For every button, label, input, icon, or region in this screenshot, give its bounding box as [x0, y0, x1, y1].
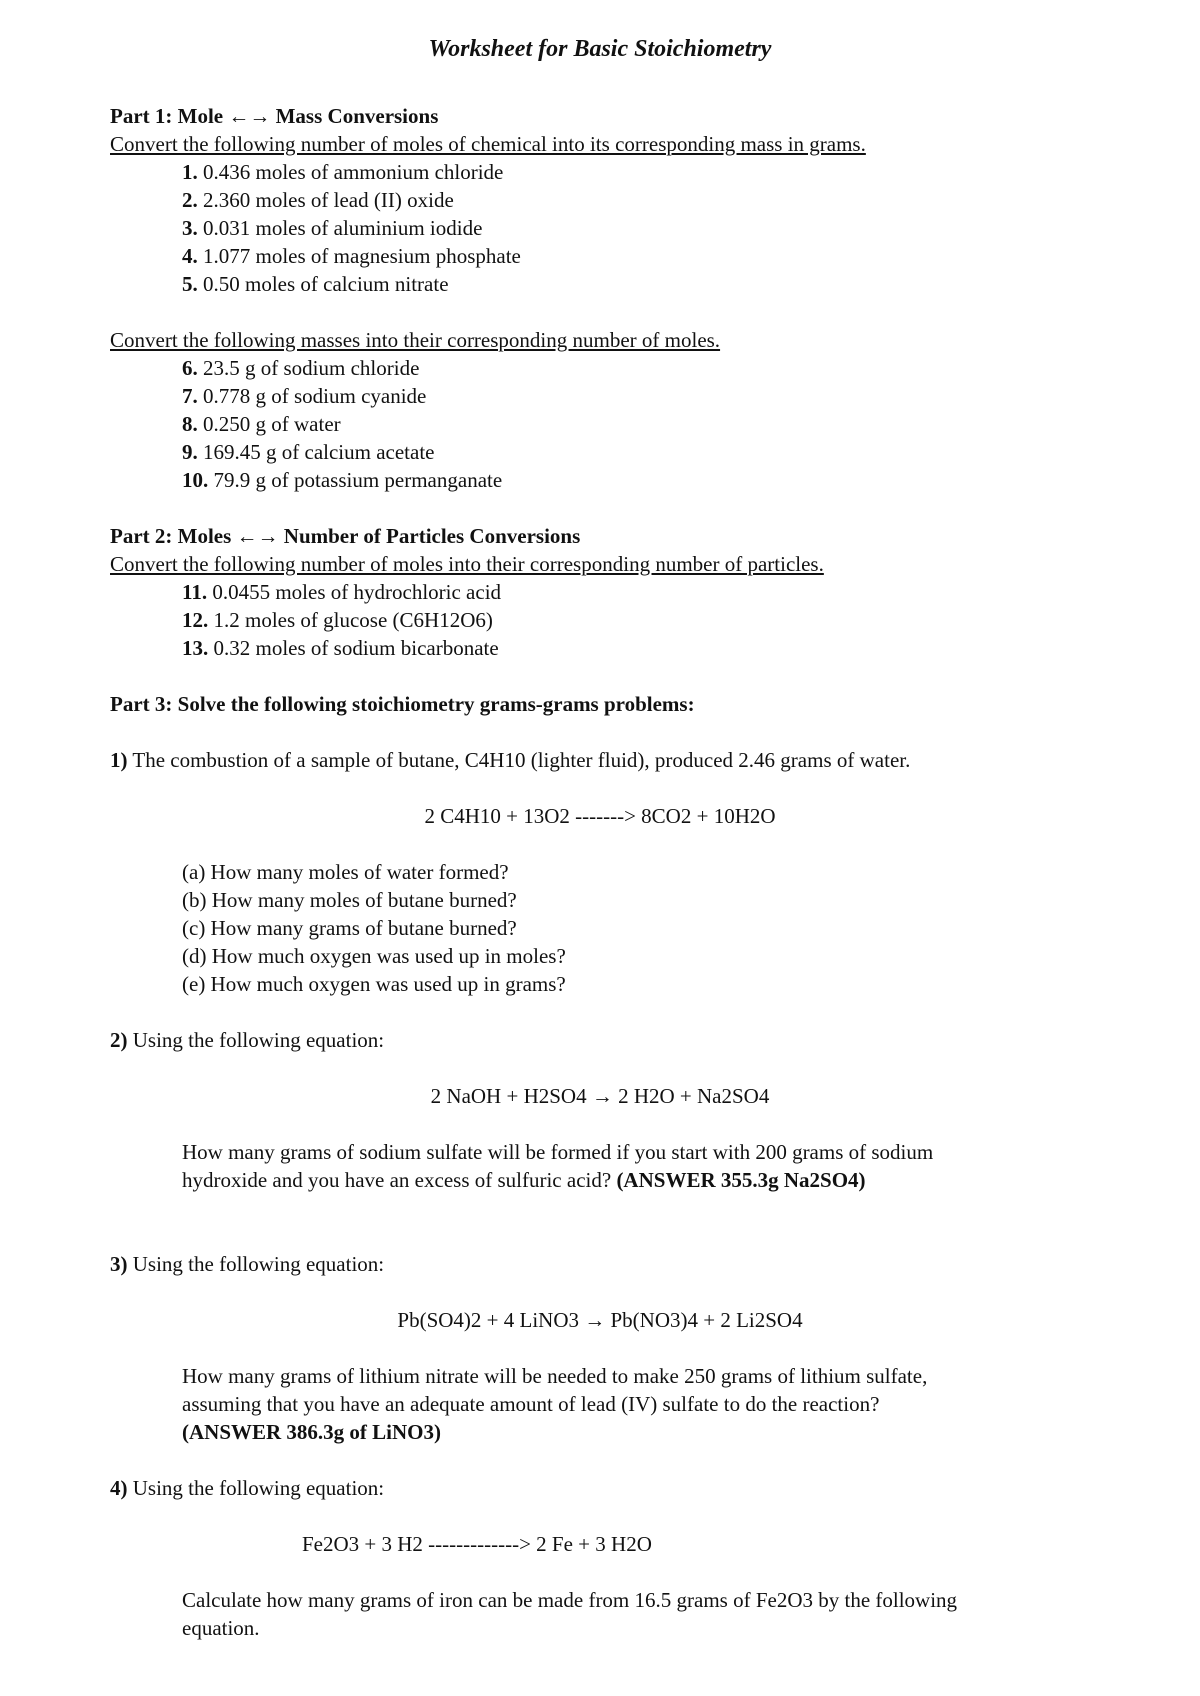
item-text: 1.077 moles of magnesium phosphate	[197, 244, 521, 268]
equation: Pb(SO4)2 + 4 LiNO3 → Pb(NO3)4 + 2 Li2SO4	[397, 1308, 803, 1332]
item-number: 6.	[182, 356, 198, 380]
part2-instruction: Convert the following number of moles into their corresponding number of particles.	[110, 552, 824, 576]
item-number: 12.	[182, 608, 209, 632]
list-item	[182, 242, 521, 270]
list-item	[182, 186, 454, 214]
item-text: 0.436 moles of ammonium chloride	[197, 160, 504, 184]
answer: (ANSWER 386.3g of LiNO3)	[182, 1420, 442, 1444]
item-text: 0.0455 moles of hydrochloric acid	[207, 580, 502, 604]
question: (d) How much oxygen was used up in moles?	[182, 944, 566, 968]
part1-instruction-a: Convert the following number of moles of chemical into its corresponding mass in grams.	[110, 132, 866, 156]
question: (a) How many moles of water formed?	[182, 860, 509, 884]
equation: Fe2O3 + 3 H2 -------------> 2 Fe + 3 H2O	[302, 1532, 652, 1556]
question: (c) How many grams of butane burned?	[182, 916, 517, 940]
list-item	[182, 270, 449, 298]
question	[182, 1166, 866, 1194]
answer: (ANSWER 355.3g Na2SO4)	[616, 1168, 866, 1192]
item-text: 23.5 g of sodium chloride	[197, 356, 420, 380]
question: How many grams of lithium nitrate will be needed to make 250 grams of lithium sulfate,	[182, 1364, 928, 1388]
item-text: 0.031 moles of aluminium iodide	[197, 216, 483, 240]
problem-number: 3)	[110, 1252, 128, 1276]
part1-heading: Part 1: Mole ←→ Mass Conversions	[110, 104, 439, 128]
question: equation.	[182, 1616, 260, 1640]
list-item	[182, 606, 493, 634]
list-item	[182, 410, 341, 438]
problem-2	[110, 1026, 384, 1054]
problem-number: 2)	[110, 1028, 128, 1052]
list-item	[182, 158, 503, 186]
item-text: 2.360 moles of lead (II) oxide	[197, 188, 454, 212]
item-number: 11.	[182, 580, 208, 604]
item-text: 79.9 g of potassium permanganate	[208, 468, 503, 492]
problem-text: The combustion of a sample of butane, C4H10 (lighter fluid), produced 2.46 grams of water.	[132, 748, 911, 772]
question: Calculate how many grams of iron can be made from 16.5 grams of Fe2O3 by the following	[182, 1588, 958, 1612]
item-text: 0.50 moles of calcium nitrate	[197, 272, 449, 296]
question: How many grams of sodium sulfate will be formed if you start with 200 grams of sodium	[182, 1140, 934, 1164]
list-item	[182, 578, 501, 606]
list-item	[182, 466, 502, 494]
item-text: 0.778 g of sodium cyanide	[197, 384, 427, 408]
list-item	[182, 214, 482, 242]
question: (b) How many moles of butane burned?	[182, 888, 517, 912]
list-item	[182, 634, 499, 662]
part1-instruction-b: Convert the following masses into their corresponding number of moles.	[110, 328, 721, 352]
question: assuming that you have an adequate amount of lead (IV) sulfate to do the reaction?	[182, 1392, 880, 1416]
question: (e) How much oxygen was used up in grams?	[182, 972, 566, 996]
item-text: 169.45 g of calcium acetate	[197, 440, 435, 464]
problem-number: 4)	[110, 1476, 128, 1500]
item-number: 8.	[182, 412, 198, 436]
item-number: 1.	[182, 160, 198, 184]
problem-1	[110, 746, 910, 774]
problem-intro: Using the following equation:	[132, 1476, 385, 1500]
list-item	[182, 382, 426, 410]
item-number: 3.	[182, 216, 198, 240]
item-number: 2.	[182, 188, 198, 212]
problem-3	[110, 1250, 384, 1278]
item-number: 7.	[182, 384, 198, 408]
question-text: hydroxide and you have an excess of sulfuric acid?	[182, 1168, 612, 1192]
item-number: 9.	[182, 440, 198, 464]
item-text: 1.2 moles of glucose (C6H12O6)	[208, 608, 493, 632]
problem-intro: Using the following equation:	[132, 1252, 385, 1276]
problem-4	[110, 1474, 384, 1502]
equation: 2 C4H10 + 13O2 -------> 8CO2 + 10H2O	[424, 804, 776, 828]
list-item	[182, 438, 434, 466]
item-number: 5.	[182, 272, 198, 296]
problem-number: 1)	[110, 748, 128, 772]
item-number: 10.	[182, 468, 209, 492]
equation: 2 NaOH + H2SO4 → 2 H2O + Na2SO4	[430, 1084, 770, 1108]
item-text: 0.250 g of water	[197, 412, 341, 436]
item-number: 13.	[182, 636, 209, 660]
list-item	[182, 354, 419, 382]
item-text: 0.32 moles of sodium bicarbonate	[208, 636, 499, 660]
item-number: 4.	[182, 244, 198, 268]
page-title: Worksheet for Basic Stoichiometry	[428, 36, 772, 62]
problem-intro: Using the following equation:	[132, 1028, 385, 1052]
part3-heading: Part 3: Solve the following stoichiometry grams-grams problems:	[110, 692, 695, 716]
part2-heading: Part 2: Moles ←→ Number of Particles Conversions	[110, 524, 581, 548]
